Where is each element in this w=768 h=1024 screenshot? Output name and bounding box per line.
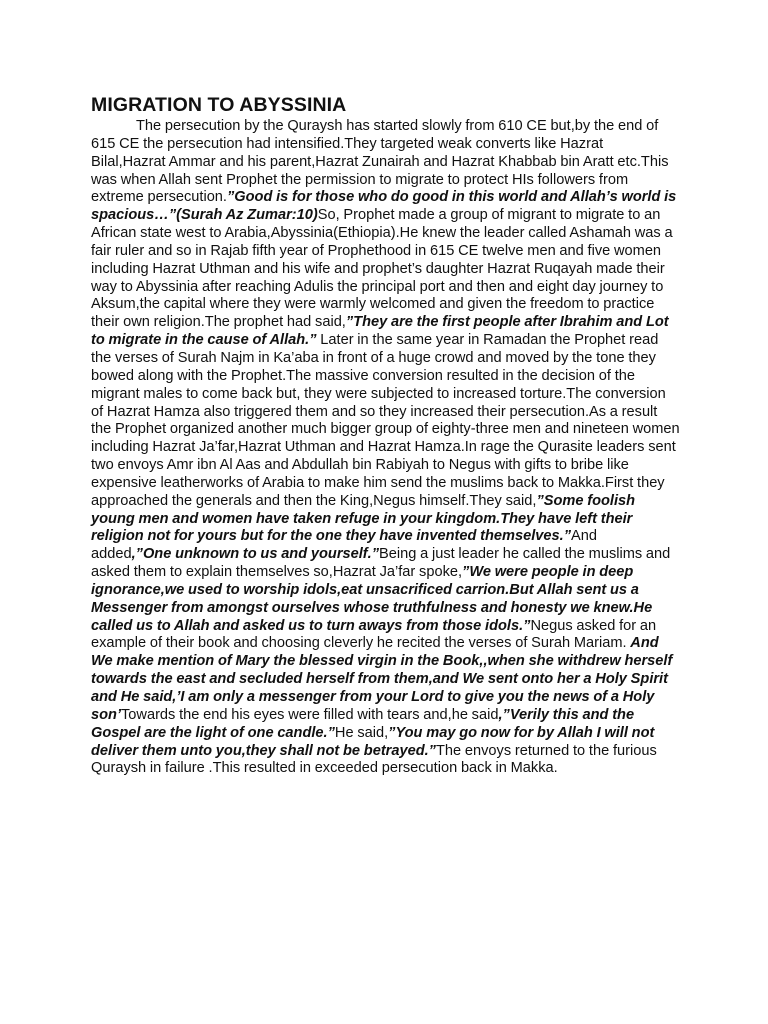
quote-segment: ,”Verily this and the Gospel are the light of one candle.” <box>91 706 635 741</box>
quote-segment: ”You may go now for by Allah I will not deliver them unto you,they shall not be betrayed.” <box>91 724 655 759</box>
text-segment: Negus asked for an example of their book and choosing cleverly he recited the verses of Surah Mariam. <box>91 617 657 652</box>
text-segment: The persecution by the Quraysh has started slowly from 610 CE but,by the end of 615 CE the persecution had intensified.They targeted weak converts like Hazrat Bilal,Hazrat Ammar and his parent,Hazrat Zunairah and Hazrat Khabbab bin Aratt etc.This was when Allah sent Prophet the permission to migrate to protect HIs followers from extreme persecution. <box>91 118 669 206</box>
text-segment: Later in the same year in Ramadan the Prophet read the verses of Surah Najm in Ka’aba in front of a huge crowd and moved by the tone they bowed along with the Prophet.The massive conversion resulted in the decision of the migrant males to come back but, they were subjected to increased torture.The conversion of Hazrat Hamza also triggered them and so they increased their persecution.As a result the Prophet organized another much bigger group of eighty-three men and nineteen women including Hazrat Ja’far,Hazrat Uthman and Hazrat Hamza.In rage the Qurasite leaders sent two envoys Amr ibn Al Aas and Abdullah bin Rabiyah to Negus with gifts to bribe like expensive leatherworks of Arabia to make him send the muslims back to Makka.First they approached the generals and then the King,Negus himself.They said, <box>91 332 680 509</box>
quote-segment: ,”One unknown to us and yourself.” <box>131 546 380 563</box>
document-page <box>91 94 681 778</box>
text-segment: And added <box>91 528 597 563</box>
text-segment: Being a just leader he called the muslims and asked them to explain themselves so,Hazrat Ja’far spoke, <box>91 546 671 581</box>
quote-segment: And We make mention of Mary the blessed virgin in the Book,,when she withdrew herself towards the east and secluded herself from them,and We sent onto her a Holy Spirit and He said,’I am only a messenger from your Lord to give you the news of a Holy son’ <box>91 635 673 723</box>
page-title: MIGRATION TO ABYSSINIA <box>91 94 347 116</box>
body-paragraph <box>91 118 681 778</box>
quote-segment: ”Some foolish young men and women have taken refuge in your kingdom.They have left their religion not for yours but for the one they have invented themselves.” <box>91 492 636 545</box>
text-segment: Towards the end his eyes were filled with tears and,he said <box>121 706 499 723</box>
text-segment: He said, <box>334 724 389 741</box>
text-segment: So, Prophet made a group of migrant to migrate to an African state west to Arabia,Abyssinia(Ethiopia).He knew the leader called Ashamah was a fair ruler and so in Rajab fifth year of Prophethood in 615 CE twelve men and five women including Hazrat Uthman and his wife and prophet’s daughter Hazrat Ruqayah made their way to Abyssinia after reaching Adulis the principal port and then and eight day journey to Aksum,the capital where they were warmly welcomed and given the freedom to practice their own religion.The prophet had said, <box>91 207 673 331</box>
text-segment: The envoys returned to the furious Quraysh in failure .This resulted in exceeded persecution back in Makka. <box>91 742 657 777</box>
quote-segment: ”They are the first people after Ibrahim and Lot to migrate in the cause of Allah.” <box>91 314 669 349</box>
quote-segment: ”Good is for those who do good in this world and Allah’s world is spacious…”(Surah Az Zumar:10) <box>91 189 677 224</box>
quote-segment: ”We were people in deep ignorance,we used to worship idols,eat unsacrificed carrion.But Allah sent us a Messenger from amongst ourselves whose truthfulness and honesty we knew.He called us to Allah and asked us to turn aways from those idols.” <box>91 564 653 634</box>
